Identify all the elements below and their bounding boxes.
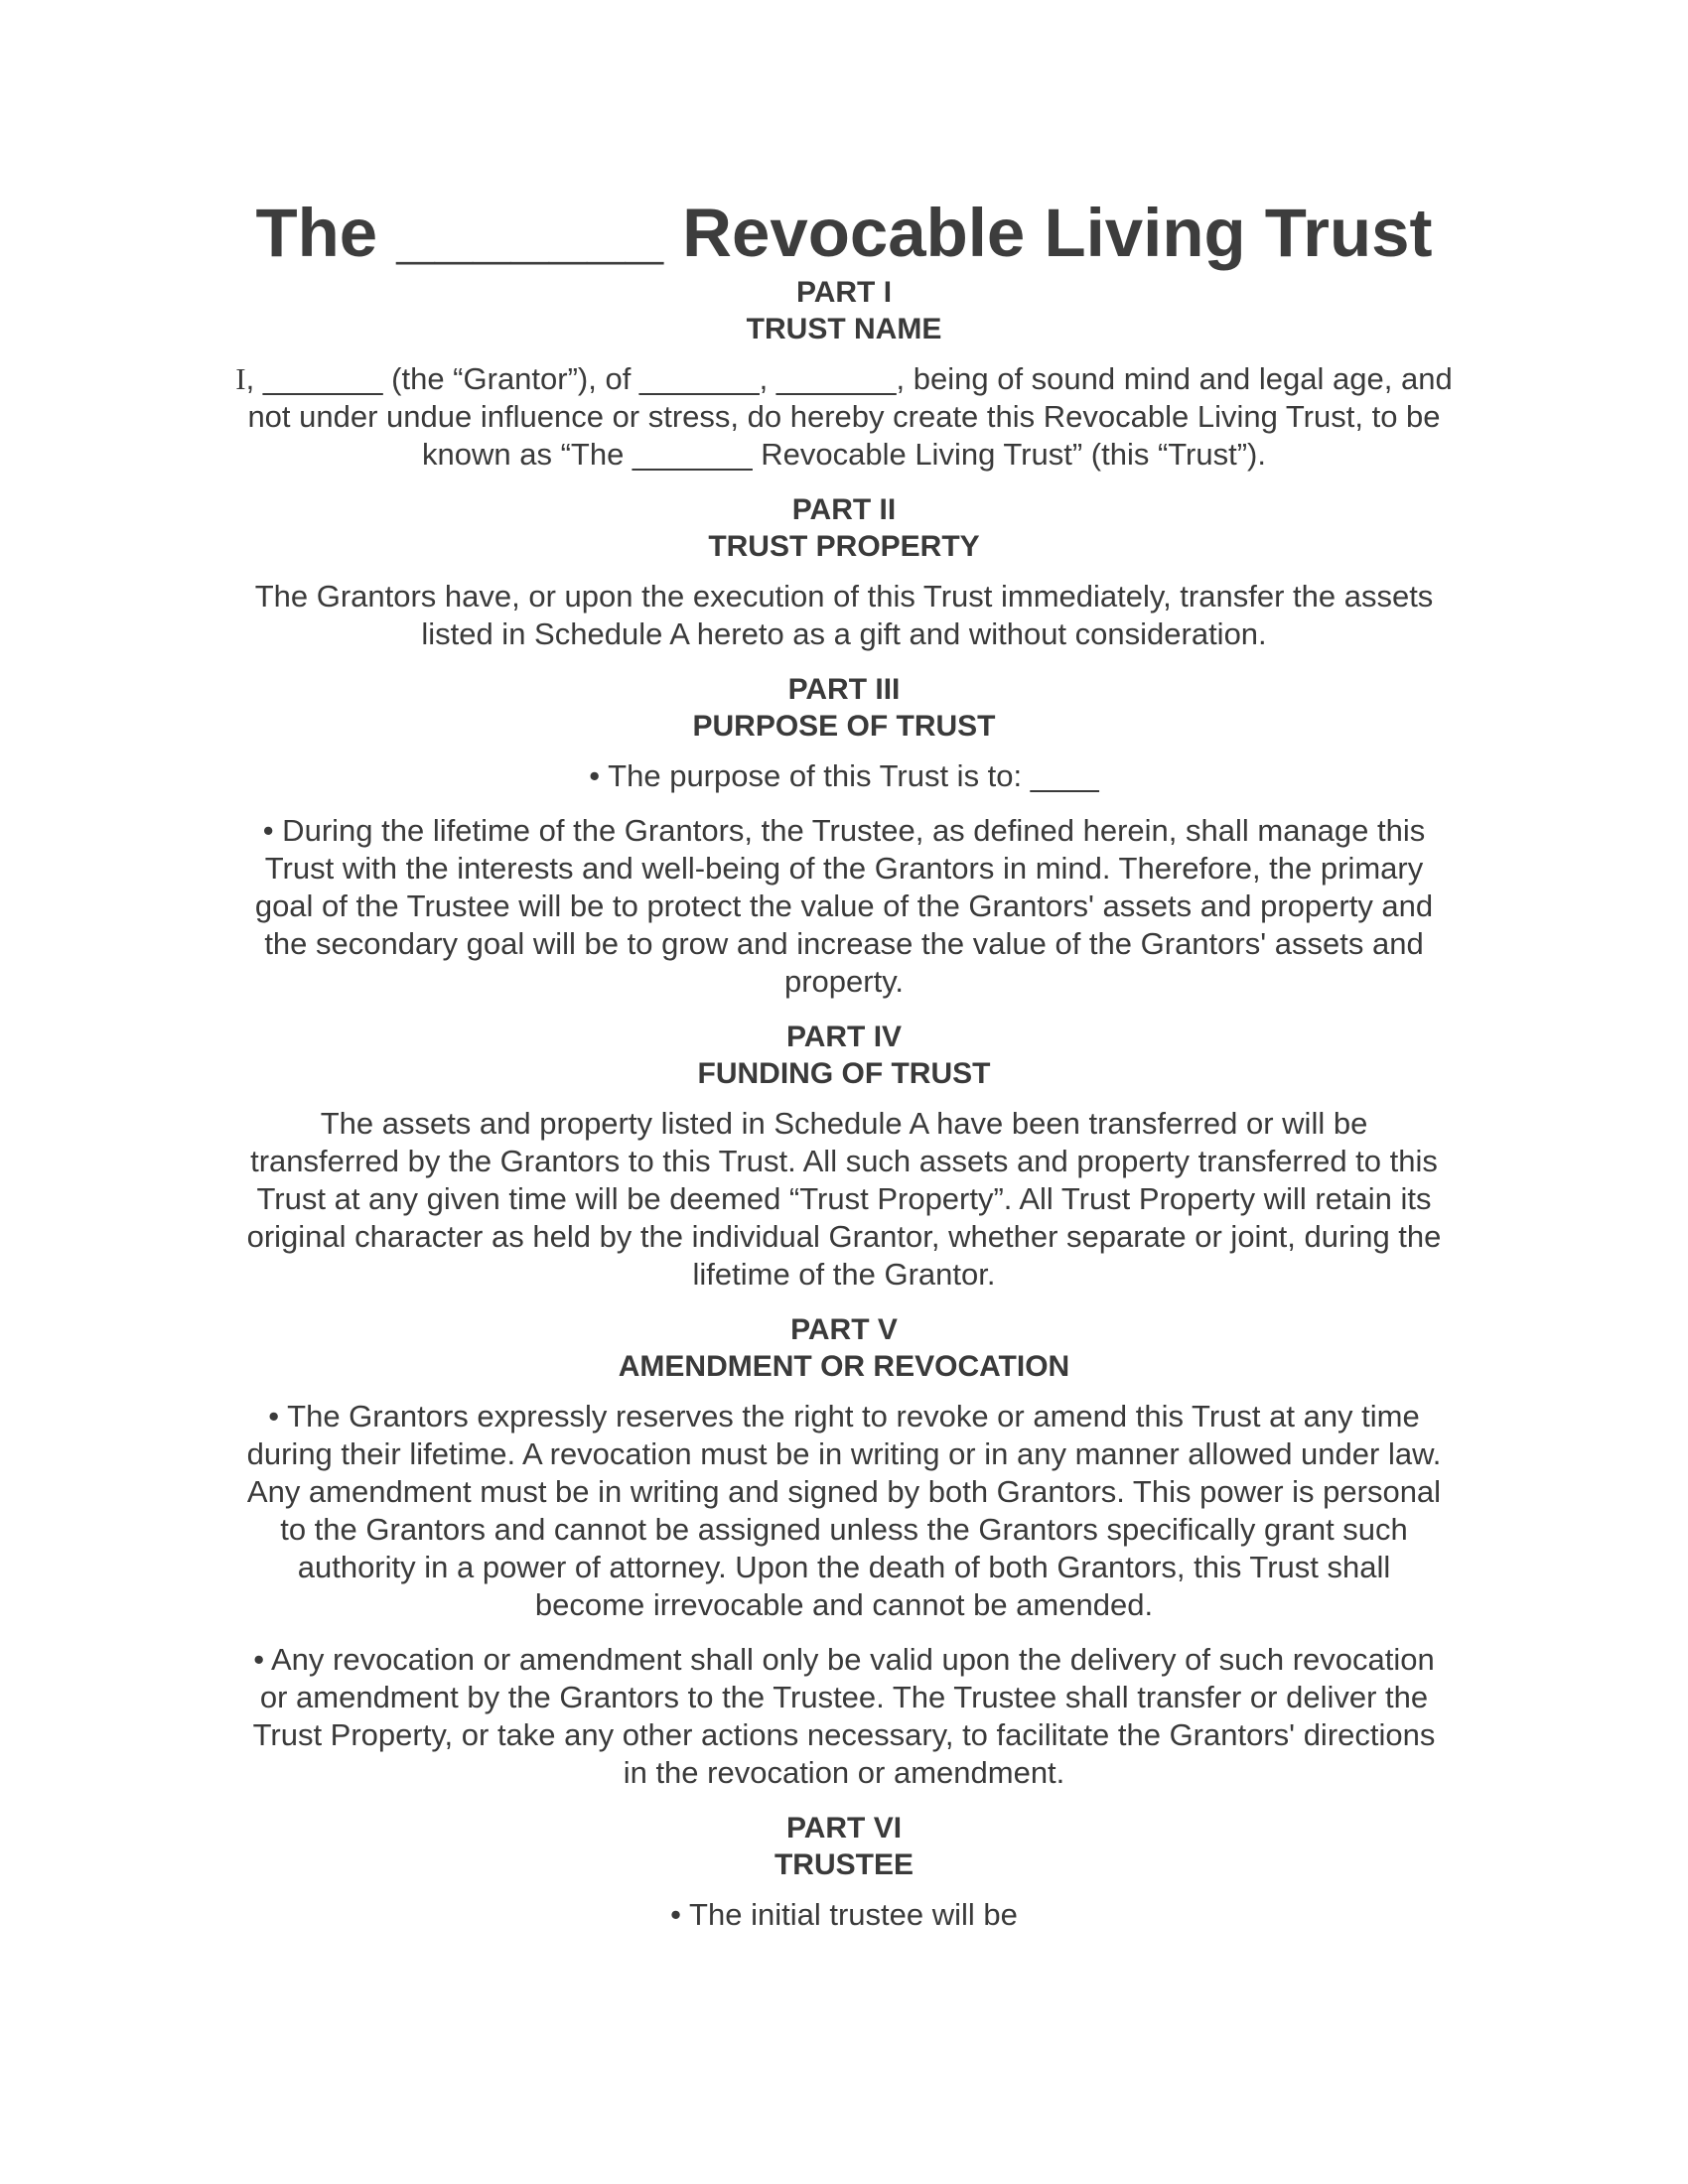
part-number: PART III xyxy=(787,673,901,706)
paragraph-line: • The purpose of this Trust is to: ____ xyxy=(589,758,1099,793)
paragraph-line: or amendment by the Grantors to the Trustee. The Trustee shall transfer or deliver the xyxy=(259,1680,1429,1714)
paragraph-line: The Grantors have, or upon the execution of this Trust immediately, transfer the assets xyxy=(254,579,1434,614)
section-trust-property xyxy=(199,491,1489,653)
section-amendment-or-revocation xyxy=(199,1311,1489,1792)
paragraph-line: Trust at any given time will be deemed “Trust Property”. All Trust Property will retain its xyxy=(256,1181,1432,1216)
paragraph-line: the secondary goal will be to grow and increase the value of the Grantors' assets and xyxy=(264,926,1424,961)
paragraph-line: • During the lifetime of the Grantors, the Trustee, as defined herein, shall manage this xyxy=(262,813,1426,848)
bullet-paragraph xyxy=(199,812,1489,1001)
section-purpose-of-trust xyxy=(199,671,1489,1001)
section-heading xyxy=(199,671,1489,745)
paragraph-line: • The initial trustee will be xyxy=(670,1897,1018,1932)
paragraph-line: • Any revocation or amendment shall only be valid upon the delivery of such revocation xyxy=(253,1642,1435,1677)
part-number: PART IV xyxy=(785,1021,903,1053)
paragraph-line: The assets and property listed in Schedule A have been transferred or will be xyxy=(320,1106,1368,1141)
part-title: AMENDMENT OR REVOCATION xyxy=(618,1350,1070,1383)
paragraph xyxy=(199,1105,1489,1294)
document-page xyxy=(199,196,1489,1934)
document-title: The _______ Revocable Living Trust xyxy=(255,195,1433,271)
pronoun-i: I xyxy=(235,361,246,396)
paragraph-line: goal of the Trustee will be to protect the value of the Grantors' assets and property and xyxy=(254,888,1434,923)
paragraph-line: transferred by the Grantors to this Trust. All such assets and property transferred to this xyxy=(250,1144,1438,1178)
paragraph xyxy=(199,578,1489,653)
bullet-paragraph xyxy=(199,757,1489,795)
paragraph-line: Trust with the interests and well-being of the Grantors in mind. Therefore, the primary xyxy=(264,851,1424,886)
paragraph-line: • The Grantors expressly reserves the right to revoke or amend this Trust at any time xyxy=(268,1399,1420,1433)
part-title: TRUST NAME xyxy=(746,313,942,345)
paragraph-line xyxy=(199,360,1489,398)
paragraph-line: authority in a power of attorney. Upon the death of both Grantors, this Trust shall xyxy=(297,1550,1391,1584)
paragraph-line: known as “The _______ Revocable Living Trust” (this “Trust”). xyxy=(422,437,1266,472)
section-heading xyxy=(199,274,1489,347)
paragraph-line: become irrevocable and cannot be amended. xyxy=(534,1587,1154,1622)
paragraph-line: lifetime of the Grantor. xyxy=(692,1257,996,1292)
section-trust-name xyxy=(199,274,1489,474)
part-title: TRUSTEE xyxy=(774,1848,914,1881)
paragraph-line: in the revocation or amendment. xyxy=(623,1755,1065,1790)
paragraph-line-rest: , _______ (the “Grantor”), of _______, _______, being of sound mind and legal age, and xyxy=(245,361,1453,396)
section-heading xyxy=(199,1810,1489,1883)
paragraph-line: Any amendment must be in writing and signed by both Grantors. This power is personal xyxy=(246,1474,1442,1509)
paragraph-line: property. xyxy=(783,964,905,999)
paragraph-line: during their lifetime. A revocation must be in writing or in any manner allowed under law. xyxy=(246,1436,1442,1471)
part-title: TRUST PROPERTY xyxy=(708,530,980,563)
paragraph-line: Trust Property, or take any other actions necessary, to facilitate the Grantors' directions xyxy=(252,1717,1436,1752)
part-number: PART I xyxy=(795,276,893,309)
section-heading xyxy=(199,1311,1489,1385)
bullet-paragraph xyxy=(199,1398,1489,1624)
paragraph-line: not under undue influence or stress, do hereby create this Revocable Living Trust, to be xyxy=(247,399,1441,434)
part-number: PART V xyxy=(790,1313,898,1346)
section-heading xyxy=(199,491,1489,565)
part-title: PURPOSE OF TRUST xyxy=(692,710,996,743)
part-title: FUNDING OF TRUST xyxy=(697,1057,991,1090)
bullet-paragraph xyxy=(199,1641,1489,1792)
section-trustee xyxy=(199,1810,1489,1934)
paragraph-line: to the Grantors and cannot be assigned unless the Grantors specifically grant such xyxy=(280,1512,1408,1547)
paragraph-line: listed in Schedule A hereto as a gift and without consideration. xyxy=(421,616,1267,651)
section-funding-of-trust xyxy=(199,1019,1489,1294)
section-heading xyxy=(199,1019,1489,1092)
part-number: PART VI xyxy=(785,1812,903,1844)
part-number: PART II xyxy=(791,493,897,526)
bullet-paragraph xyxy=(199,1896,1489,1934)
paragraph-line: original character as held by the individual Grantor, whether separate or joint, during the xyxy=(246,1219,1442,1254)
paragraph xyxy=(199,360,1489,474)
